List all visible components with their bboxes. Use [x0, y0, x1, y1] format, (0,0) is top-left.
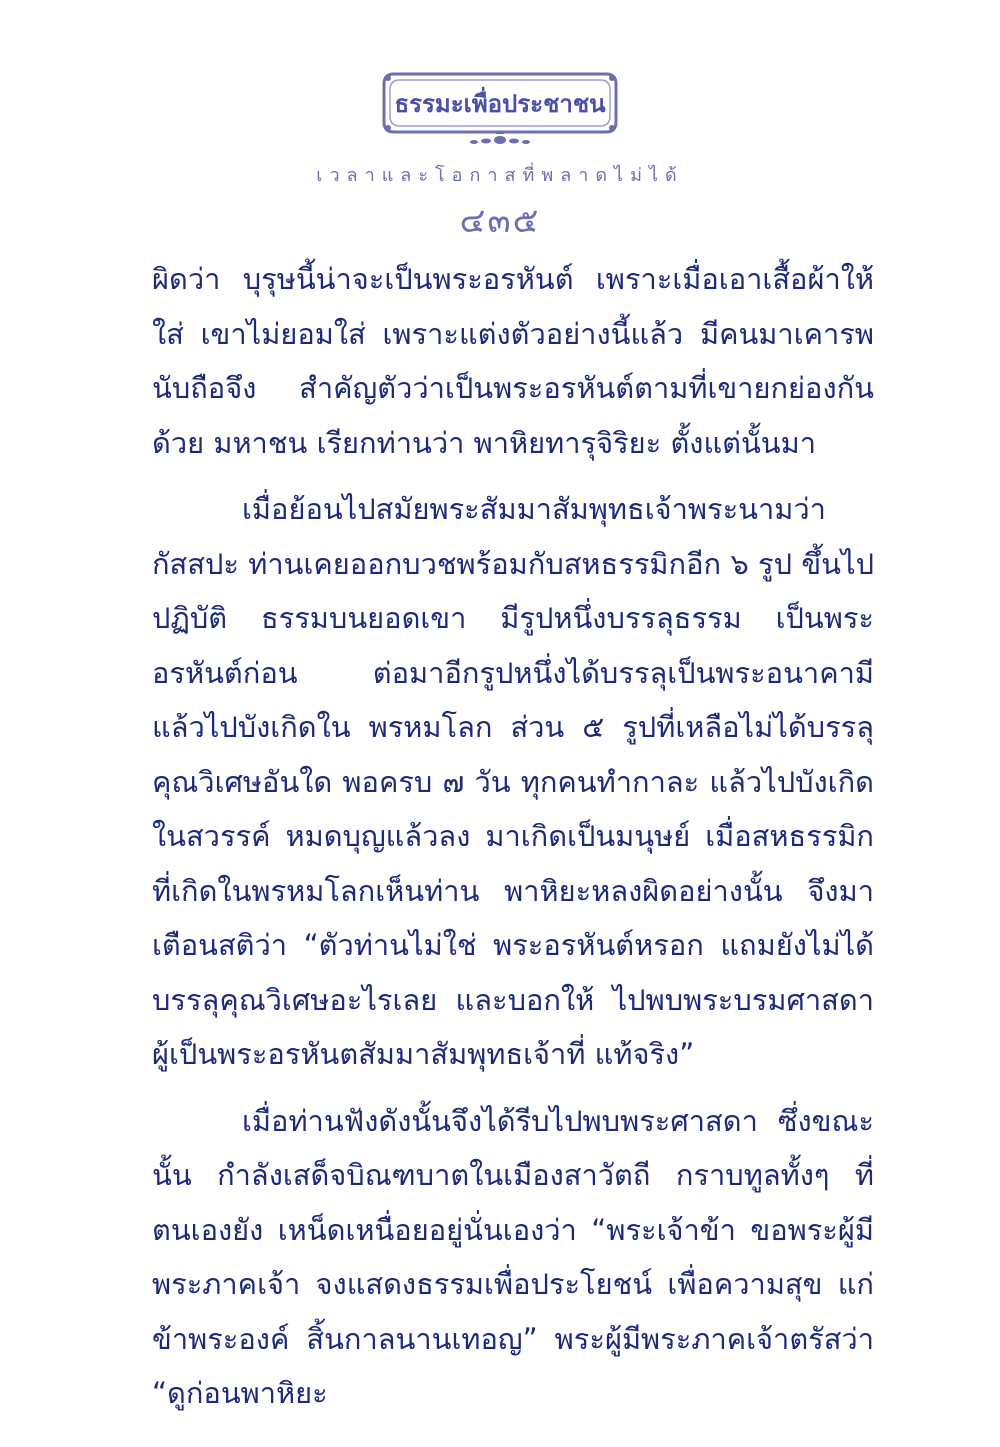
body-text — [152, 252, 874, 1433]
paragraph: เมื่อย้อนไปสมัยพระสัมมาสัมพุทธเจ้าพระนามว่ากัสสปะ ท่านเคยออกบวชพร้อมกับสหธรรมิกอีก ๖ รูป ขึ้นไปปฏิบัติ ธรรมบนยอดเขา มีรูปหนึ่งบรรลุธรรม เป็นพระอรหันต์ก่อน ต่อมาอีกรูปหนึ่งได้บรรลุเป็นพระอนาคามี แล้วไปบังเกิดใน พรหมโลก ส่วน ๕ รูปที่เหลือไม่ได้บรรลุคุณวิเศษอันใด พอครบ ๗ วัน ทุกคนทำกาละ แล้วไปบังเกิดในสวรรค์ หมดบุญแล้วลง มาเกิดเป็นมนุษย์ เมื่อสหธรรมิกที่เกิดในพรหมโลกเห็นท่าน พาหิยะหลงผิดอย่างนั้น จึงมาเตือนสติว่า “ตัวท่านไม่ใช่ พระอรหันต์หรอก แถมยังไม่ได้บรรลุคุณวิเศษอะไรเลย และบอกให้ ไปพบพระบรมศาสดา ผู้เป็นพระอรหันตสัมมาสัมพุทธเจ้าที่ แท้จริง” — [152, 492, 874, 1071]
logo — [380, 70, 620, 150]
page-header — [0, 70, 1000, 247]
logo-text: ธรรมะเพื่อประชาชน — [394, 90, 606, 118]
paragraph: เมื่อท่านฟังดังนั้นจึงได้รีบไปพบพระศาสดา ซึ่งขณะนั้น กำลังเสด็จบิณฑบาตในเมืองสาวัตถี กราบทูลทั้งๆ ที่ตนเองยัง เหน็ดเหนื่อยอยู่นั่นเองว่า “พระเจ้าข้า ขอพระผู้มีพระภาคเจ้า จงแสดงธรรมเพื่อประโยชน์ เพื่อความสุข แก่ข้าพระองค์ สิ้นกาลนานเทอญ” พระผู้มีพระภาคเจ้าตรัสว่า “ดูก่อนพาหิยะ — [152, 1103, 874, 1410]
paragraph: ผิดว่า บุรุษนี้น่าจะเป็นพระอรหันต์ เพราะเมื่อเอาเสื้อผ้าให้ใส่ เขาไม่ยอมใส่ เพราะแต่งตัวอย่างนี้แล้ว มีคนมาเคารพนับถือจึง สำคัญตัวว่าเป็นพระอรหันต์ตามที่เขายกย่องกันด้วย มหาชน เรียกท่านว่า พาหิยทารุจิริยะ ตั้งแต่นั้นมา — [152, 262, 874, 460]
chapter-title: เวลาและโอกาสที่พลาดไม่ได้ — [316, 165, 684, 186]
page-number: ๔๓๕ — [459, 201, 541, 241]
